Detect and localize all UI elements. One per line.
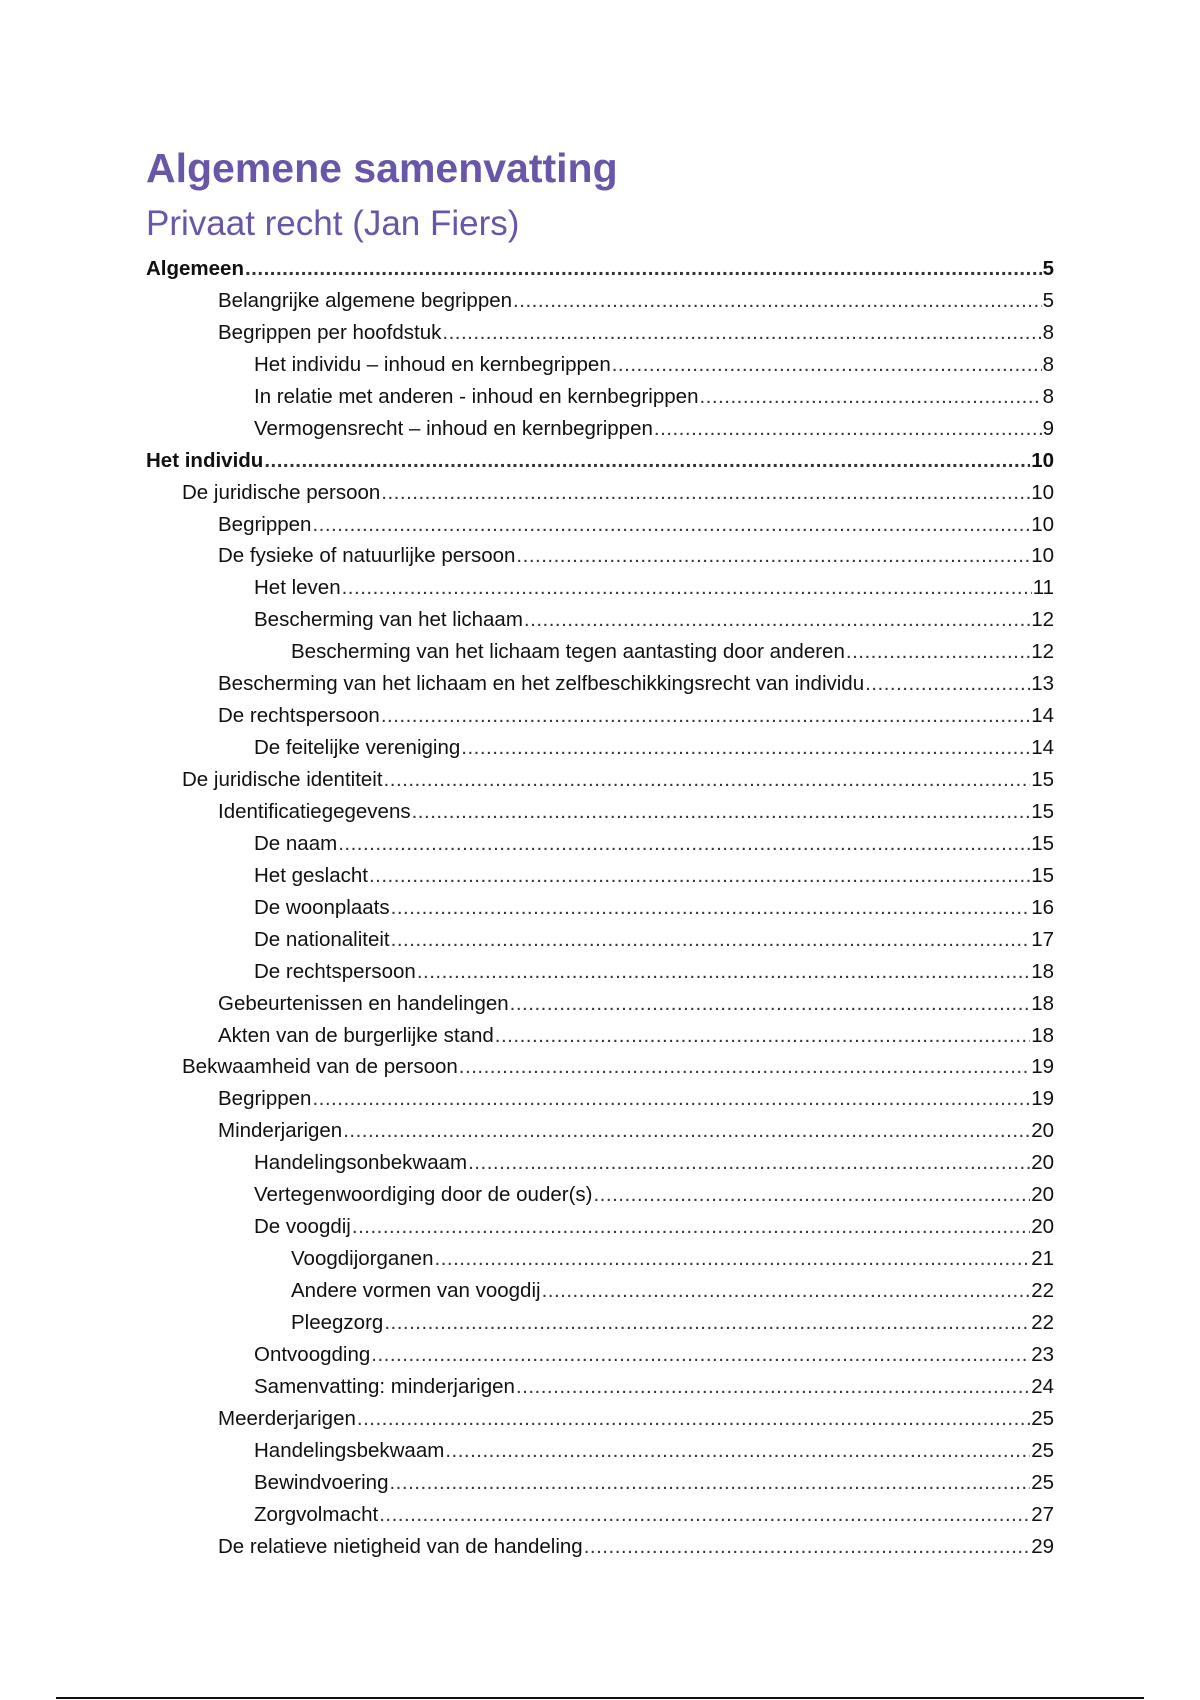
toc-entry-label: Begrippen per hoofdstuk (218, 320, 442, 344)
toc-dot-leader (495, 1020, 1030, 1052)
toc-entry-label: Begrippen (218, 1087, 312, 1111)
toc-dot-leader (338, 828, 1030, 860)
toc-entry-label: Belangrijke algemene begrippen (218, 288, 513, 312)
toc-entry-page-number: 25 (1031, 1406, 1054, 1430)
toc-dot-leader (352, 1211, 1030, 1243)
toc-entry-label: Bescherming van het lichaam en het zelfbeschikkingsrecht van individu (218, 672, 865, 696)
toc-entry-page-number: 10 (1031, 448, 1054, 472)
toc-dot-leader (389, 1467, 1030, 1499)
toc-entry-label: Minderjarigen (218, 1119, 343, 1143)
toc-dot-leader (417, 956, 1030, 988)
toc-entry-page-number: 15 (1031, 863, 1054, 887)
toc-entry-label: Het individu (146, 448, 264, 472)
toc-entry-page-number: 23 (1031, 1342, 1054, 1366)
toc-entry-page-number: 5 (1042, 257, 1054, 280)
toc-entry[interactable] (0, 924, 1200, 956)
toc-dot-leader (445, 1435, 1030, 1467)
toc-entry-label: Het geslacht (254, 863, 368, 887)
toc-dot-leader (865, 668, 1030, 700)
toc-dot-leader (542, 1275, 1031, 1307)
toc-entry-page-number: 8 (1042, 352, 1054, 376)
toc-entry[interactable] (0, 700, 1200, 732)
toc-dot-leader (435, 1243, 1031, 1275)
toc-entry-label: Handelingsonbekwaam (254, 1151, 468, 1175)
toc-dot-leader (381, 700, 1030, 732)
toc-entry-label: Het individu – inhoud en kernbegrippen (254, 352, 611, 376)
toc-entry-label: Bescherming van het lichaam tegen aantasting door anderen (291, 640, 845, 664)
toc-dot-leader (584, 1531, 1030, 1563)
toc-entry-page-number: 20 (1031, 1151, 1054, 1175)
toc-entry-label: De rechtspersoon (254, 959, 416, 983)
page-subtitle: Privaat recht (Jan Fiers) (146, 204, 520, 243)
toc-entry-label: Andere vormen van voogdij (291, 1279, 541, 1302)
toc-entry[interactable] (0, 1211, 1200, 1243)
toc-entry-label: Pleegzorg (291, 1310, 384, 1334)
toc-entry[interactable] (0, 413, 1200, 445)
toc-dot-leader (391, 892, 1031, 924)
toc-entry-page-number: 19 (1031, 1087, 1054, 1111)
toc-entry-page-number: 25 (1031, 1438, 1054, 1462)
toc-entry-page-number: 18 (1031, 1023, 1054, 1047)
toc-entry[interactable] (0, 285, 1200, 317)
toc-entry-label: Handelingsbekwaam (254, 1438, 445, 1462)
toc-entry[interactable] (0, 1243, 1200, 1275)
toc-entry-label: Voogdijorganen (291, 1247, 434, 1271)
toc-entry-label: Identificatiegegevens (218, 799, 411, 823)
toc-dot-leader (357, 1403, 1030, 1435)
toc-entry-page-number: 12 (1031, 640, 1054, 664)
toc-entry[interactable] (0, 828, 1200, 860)
toc-entry[interactable] (0, 892, 1200, 924)
page-title: Algemene samenvatting (146, 145, 618, 191)
toc-entry-page-number: 10 (1031, 544, 1054, 568)
toc-entry[interactable] (0, 1115, 1200, 1147)
toc-dot-leader (391, 924, 1031, 956)
table-of-contents (0, 253, 1200, 1562)
toc-entry[interactable] (0, 1435, 1200, 1467)
toc-entry-label: Zorgvolmacht (254, 1502, 379, 1526)
toc-entry-label: Begrippen (218, 512, 312, 536)
toc-dot-leader (379, 1499, 1030, 1531)
toc-entry-label: De rechtspersoon (218, 704, 380, 728)
toc-entry[interactable] (0, 988, 1200, 1020)
toc-entry-label: Meerderjarigen (218, 1406, 356, 1430)
toc-entry-label: De juridische persoon (182, 480, 381, 504)
toc-entry-page-number: 29 (1031, 1534, 1054, 1558)
toc-dot-leader (459, 1051, 1030, 1083)
toc-entry[interactable] (0, 668, 1200, 700)
toc-dot-leader (342, 572, 1032, 604)
toc-dot-leader (468, 1147, 1030, 1179)
toc-entry-page-number: 20 (1031, 1215, 1054, 1239)
toc-entry[interactable] (0, 1147, 1200, 1179)
toc-entry[interactable] (0, 509, 1200, 541)
toc-entry-label: De woonplaats (254, 895, 390, 919)
toc-entry[interactable] (0, 1467, 1200, 1499)
toc-entry-page-number: 8 (1042, 320, 1054, 344)
toc-entry-page-number: 9 (1042, 416, 1054, 440)
toc-entry-label: Samenvatting: minderjarigen (254, 1374, 515, 1398)
toc-entry[interactable] (0, 956, 1200, 988)
toc-entry-page-number: 15 (1031, 768, 1054, 791)
toc-entry-label: De naam (254, 831, 338, 855)
toc-entry-page-number: 17 (1031, 927, 1054, 951)
toc-dot-leader (412, 796, 1031, 828)
toc-dot-leader (593, 1179, 1030, 1211)
toc-entry[interactable] (0, 604, 1200, 636)
toc-entry[interactable] (0, 860, 1200, 892)
toc-entry-page-number: 15 (1031, 799, 1054, 823)
toc-entry[interactable] (0, 1339, 1200, 1371)
toc-entry-page-number: 25 (1031, 1470, 1054, 1494)
toc-entry-label: De fysieke of natuurlijke persoon (218, 544, 516, 568)
toc-dot-leader (381, 477, 1030, 509)
toc-entry-page-number: 10 (1031, 512, 1054, 536)
toc-dot-leader (699, 381, 1041, 413)
toc-entry[interactable] (0, 1531, 1200, 1563)
toc-dot-leader (510, 988, 1031, 1020)
toc-entry-label: Algemeen (146, 257, 244, 280)
toc-dot-leader (312, 1083, 1030, 1115)
toc-entry[interactable] (0, 540, 1200, 572)
toc-dot-leader (264, 445, 1030, 477)
toc-dot-leader (612, 349, 1042, 381)
toc-dot-leader (245, 253, 1042, 285)
toc-entry[interactable] (0, 1179, 1200, 1211)
toc-dot-leader (516, 1371, 1030, 1403)
toc-dot-leader (343, 1115, 1030, 1147)
toc-entry[interactable] (0, 1499, 1200, 1531)
toc-entry-page-number: 11 (1032, 576, 1054, 600)
toc-entry[interactable] (0, 1020, 1200, 1052)
toc-dot-leader (654, 413, 1042, 445)
footer-divider (56, 1697, 1144, 1699)
toc-entry[interactable] (0, 1403, 1200, 1435)
toc-entry-page-number: 12 (1031, 608, 1054, 632)
toc-entry[interactable] (0, 1083, 1200, 1115)
toc-dot-leader (312, 509, 1030, 541)
toc-entry-page-number: 22 (1031, 1310, 1054, 1334)
toc-entry[interactable] (0, 1275, 1200, 1307)
toc-entry-label: Akten van de burgerlijke stand (218, 1023, 494, 1047)
toc-entry-label: De voogdij (254, 1215, 351, 1239)
toc-entry-page-number: 18 (1031, 959, 1054, 983)
toc-dot-leader (513, 285, 1042, 317)
toc-entry[interactable] (0, 477, 1200, 509)
toc-dot-leader (384, 1307, 1030, 1339)
toc-entry[interactable] (0, 764, 1200, 796)
toc-entry-page-number: 18 (1031, 991, 1054, 1015)
toc-entry[interactable] (0, 317, 1200, 349)
toc-dot-leader (846, 636, 1030, 668)
toc-entry-page-number: 10 (1031, 480, 1054, 504)
toc-entry-label: Bewindvoering (254, 1470, 389, 1494)
toc-entry[interactable] (0, 349, 1200, 381)
toc-entry-page-number: 16 (1031, 895, 1054, 919)
toc-dot-leader (384, 764, 1031, 796)
toc-entry-label: Vermogensrecht – inhoud en kernbegrippen (254, 416, 653, 440)
toc-entry[interactable] (0, 1307, 1200, 1339)
toc-entry-label: Vertegenwoordiging door de ouder(s) (254, 1183, 593, 1207)
toc-entry[interactable] (0, 732, 1200, 764)
toc-entry[interactable] (0, 381, 1200, 413)
toc-entry-page-number: 20 (1031, 1119, 1054, 1143)
toc-dot-leader (371, 1339, 1030, 1371)
toc-entry-page-number: 15 (1031, 831, 1054, 855)
toc-entry-page-number: 20 (1031, 1183, 1054, 1207)
toc-dot-leader (369, 860, 1030, 892)
toc-entry-label: De feitelijke vereniging (254, 736, 461, 760)
toc-entry-label: Bekwaamheid van de persoon (182, 1055, 458, 1079)
toc-entry-page-number: 27 (1031, 1502, 1054, 1526)
toc-entry[interactable] (0, 1051, 1200, 1083)
toc-entry-label: Het leven (254, 576, 341, 600)
toc-entry[interactable] (0, 796, 1200, 828)
toc-entry-page-number: 13 (1031, 672, 1054, 696)
toc-dot-leader (524, 604, 1030, 636)
toc-entry-page-number: 14 (1031, 736, 1054, 760)
toc-entry-label: De juridische identiteit (182, 768, 383, 791)
toc-dot-leader (461, 732, 1030, 764)
toc-entry-label: Bescherming van het lichaam (254, 608, 523, 632)
toc-entry-label: In relatie met anderen - inhoud en kernbegrippen (254, 384, 699, 408)
toc-entry-label: De relatieve nietigheid van de handeling (218, 1534, 583, 1558)
toc-entry[interactable] (0, 572, 1200, 604)
toc-entry-page-number: 14 (1031, 704, 1054, 728)
toc-entry-page-number: 8 (1042, 384, 1054, 408)
toc-entry-label: Gebeurtenissen en handelingen (218, 991, 509, 1015)
toc-entry[interactable] (0, 1371, 1200, 1403)
toc-entry-page-number: 19 (1031, 1055, 1054, 1079)
toc-entry-label: Ontvoogding (254, 1342, 371, 1366)
toc-dot-leader (442, 317, 1041, 349)
toc-dot-leader (516, 540, 1030, 572)
toc-entry[interactable] (0, 445, 1200, 477)
toc-entry-label: De nationaliteit (254, 927, 390, 951)
toc-entry[interactable] (0, 636, 1200, 668)
toc-entry[interactable] (0, 253, 1200, 285)
toc-entry-page-number: 21 (1031, 1247, 1054, 1271)
toc-entry-page-number: 22 (1031, 1279, 1054, 1302)
toc-entry-page-number: 5 (1042, 288, 1054, 312)
toc-entry-page-number: 24 (1031, 1374, 1054, 1398)
